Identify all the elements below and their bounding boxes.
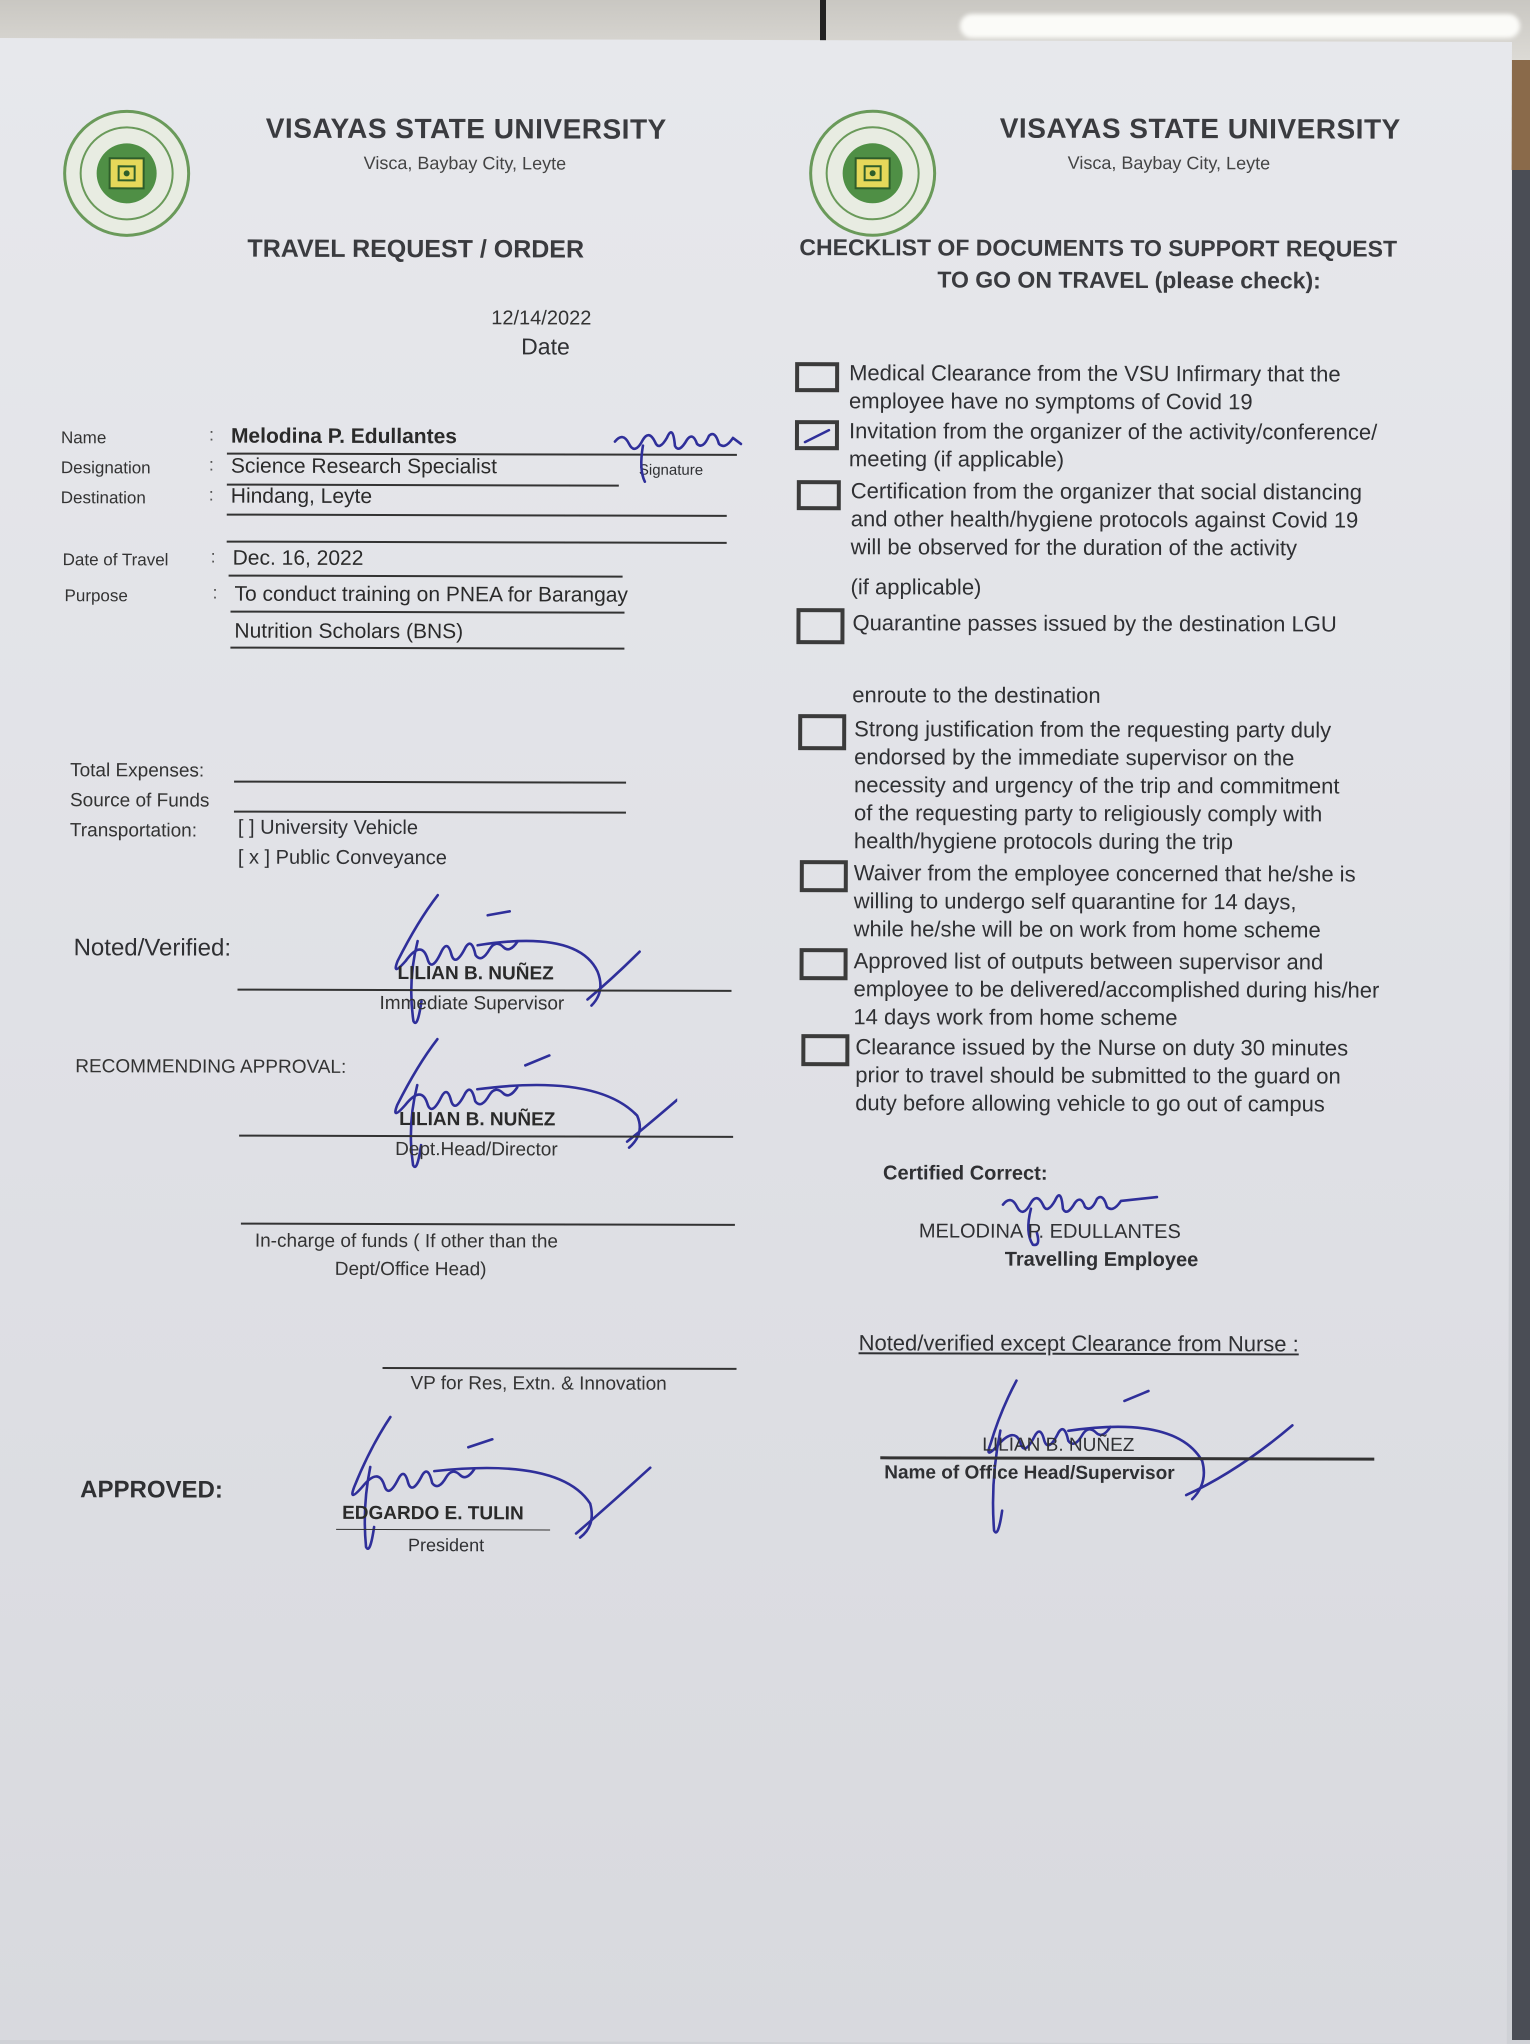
date-of-travel-label: Date of Travel xyxy=(62,550,169,570)
transport-option-university-vehicle: [ ] University Vehicle xyxy=(237,816,419,840)
underline xyxy=(230,611,624,614)
designation-value: Science Research Specialist xyxy=(230,454,498,479)
noted-except-label: Noted/verified except Clearance from Nurse : xyxy=(858,1330,1299,1357)
university-address: Visca, Baybay City, Leyte xyxy=(363,152,567,174)
employee-signature xyxy=(609,420,749,490)
signature-line xyxy=(241,1223,735,1226)
checklist-item-2-line-1: Invitation from the organizer of the activity/conference/ xyxy=(848,418,1378,445)
checklist-item-8-line-2: prior to travel should be submitted to the guard on xyxy=(855,1062,1341,1089)
purpose-label: Purpose xyxy=(64,586,128,606)
checklist-title-line-1: CHECKLIST OF DOCUMENTS TO SUPPORT REQUEST xyxy=(799,234,1398,262)
signature-line xyxy=(880,1456,1374,1460)
destination-label: Destination xyxy=(60,488,146,508)
checklist-item-7-line-3: 14 days work from home scheme xyxy=(853,1004,1178,1031)
colon: : xyxy=(208,454,214,475)
signature-line xyxy=(383,1367,737,1370)
certified-name: MELODINA P. EDULLANTES xyxy=(918,1220,1181,1244)
checklist-item-3-line-4: (if applicable) xyxy=(850,574,982,600)
underline xyxy=(230,647,624,650)
check-mark-icon xyxy=(799,424,835,446)
university-seal-icon xyxy=(807,108,937,238)
underline xyxy=(227,541,727,544)
certified-title: Travelling Employee xyxy=(1004,1248,1199,1272)
checklist-item-3-line-2: and other health/hygiene protocols against Covid 19 xyxy=(850,506,1359,533)
wall-edge xyxy=(1512,170,1530,2040)
checklist-item-6-line-3: while he/she will be on work from home scheme xyxy=(853,916,1321,943)
date-of-travel-value: Dec. 16, 2022 xyxy=(232,546,364,570)
transport-option-public-conveyance: [ x ] Public Conveyance xyxy=(237,846,447,870)
checklist-checkbox[interactable] xyxy=(796,608,844,644)
checklist-item-8-line-3: duty before allowing vehicle to go out of campus xyxy=(855,1090,1325,1117)
checklist-item-6-line-2: willing to undergo self quarantine for 14 days, xyxy=(853,888,1297,915)
total-expenses-label: Total Expenses: xyxy=(70,760,205,782)
checklist-checkbox[interactable] xyxy=(800,860,848,892)
colon: : xyxy=(212,582,218,603)
checklist-item-5-line-1: Strong justification from the requesting party duly xyxy=(854,716,1332,743)
president-title: President xyxy=(408,1535,485,1556)
checklist-checkbox[interactable] xyxy=(795,362,839,392)
checklist-item-6-line-1: Waiver from the employee concerned that he/she is xyxy=(853,860,1356,887)
colon: : xyxy=(208,484,214,505)
noted-verified-label: Noted/Verified: xyxy=(73,934,232,962)
vp-title: VP for Res, Extn. & Innovation xyxy=(410,1373,667,1395)
underline xyxy=(227,514,727,517)
form-title: TRAVEL REQUEST / ORDER xyxy=(247,234,585,264)
president-signature xyxy=(340,1407,660,1558)
underline xyxy=(229,575,623,578)
purpose-line-2: Nutrition Scholars (BNS) xyxy=(234,619,464,644)
university-address: Visca, Baybay City, Leyte xyxy=(1067,152,1271,174)
certified-label: Certified Correct: xyxy=(883,1162,1048,1185)
underline xyxy=(234,811,626,814)
university-name: VISAYAS STATE UNIVERSITY xyxy=(265,112,667,145)
recommending-title: Dept.Head/Director xyxy=(395,1139,558,1161)
date-value: 12/14/2022 xyxy=(491,307,592,330)
checklist-item-8-line-1: Clearance issued by the Nurse on duty 30 minutes xyxy=(855,1034,1349,1061)
noted-name: LILIAN B. NUÑEZ xyxy=(397,963,554,985)
wall-edge xyxy=(1510,60,1530,170)
checklist-checkbox[interactable] xyxy=(798,714,846,750)
university-seal-icon xyxy=(61,108,191,238)
office-head-name: LILIAN B. NUÑEZ xyxy=(982,1434,1135,1456)
checklist-item-4-line-1: Quarantine passes issued by the destination LGU xyxy=(852,610,1337,637)
funds-title-line-2: Dept/Office Head) xyxy=(334,1258,487,1281)
checklist-checkbox[interactable] xyxy=(797,480,841,510)
colon: : xyxy=(208,424,215,445)
funds-title-line-1: In-charge of funds ( If other than the xyxy=(254,1230,559,1253)
checklist-item-1-line-2: employee have no symptoms of Covid 19 xyxy=(849,388,1253,415)
approved-label: APPROVED: xyxy=(80,1476,223,1504)
president-name: EDGARDO E. TULIN xyxy=(342,1502,524,1525)
underline xyxy=(234,781,626,784)
source-of-funds-label: Source of Funds xyxy=(69,790,210,812)
destination-value: Hindang, Leyte xyxy=(230,484,373,508)
checklist-item-2-line-2: meeting (if applicable) xyxy=(848,446,1065,472)
checklist-checkbox[interactable] xyxy=(800,948,848,980)
noted-title: Immediate Supervisor xyxy=(379,992,565,1015)
recommending-name: LILIAN B. NUÑEZ xyxy=(399,1109,556,1131)
ceiling-light xyxy=(960,14,1520,38)
checklist-item-5-line-5: health/hygiene protocols during the trip xyxy=(853,828,1234,855)
checklist-item-7-line-2: employee to be delivered/accomplished during his/her xyxy=(853,976,1380,1003)
checklist-item-1-line-1: Medical Clearance from the VSU Infirmary that the xyxy=(849,360,1341,387)
name-value: Melodina P. Edullantes xyxy=(230,424,457,449)
checklist-item-3-line-3: will be observed for the duration of the activity xyxy=(850,534,1298,561)
checklist-item-5-line-4: of the requesting party to religiously comply with xyxy=(853,800,1323,827)
purpose-line-1: To conduct training on PNEA for Barangay xyxy=(234,582,628,607)
transportation-label: Transportation: xyxy=(69,820,198,842)
signature-label: Signature xyxy=(638,461,704,479)
colon: : xyxy=(210,546,216,567)
checklist-item-7-line-1: Approved list of outputs between supervisor and xyxy=(853,948,1324,975)
recommending-label: RECOMMENDING APPROVAL: xyxy=(75,1056,347,1078)
office-head-title: Name of Office Head/Supervisor xyxy=(884,1462,1175,1485)
checklist-item-3-line-1: Certification from the organizer that social distancing xyxy=(850,478,1362,505)
university-name: VISAYAS STATE UNIVERSITY xyxy=(999,112,1401,145)
document-page xyxy=(0,38,1512,2044)
checklist-item-4-line-3: enroute to the destination xyxy=(852,682,1101,708)
checklist-title-line-2: TO GO ON TRAVEL (please check): xyxy=(937,266,1321,294)
name-label: Name xyxy=(60,428,107,448)
checklist-checkbox[interactable] xyxy=(801,1034,849,1066)
checklist-item-5-line-3: necessity and urgency of the trip and commitment xyxy=(854,772,1340,799)
checklist-item-5-line-2: endorsed by the immediate supervisor on the xyxy=(854,744,1295,771)
designation-label: Designation xyxy=(60,458,151,478)
date-label: Date xyxy=(521,333,570,360)
checklist-checkbox-checked[interactable] xyxy=(795,420,839,450)
